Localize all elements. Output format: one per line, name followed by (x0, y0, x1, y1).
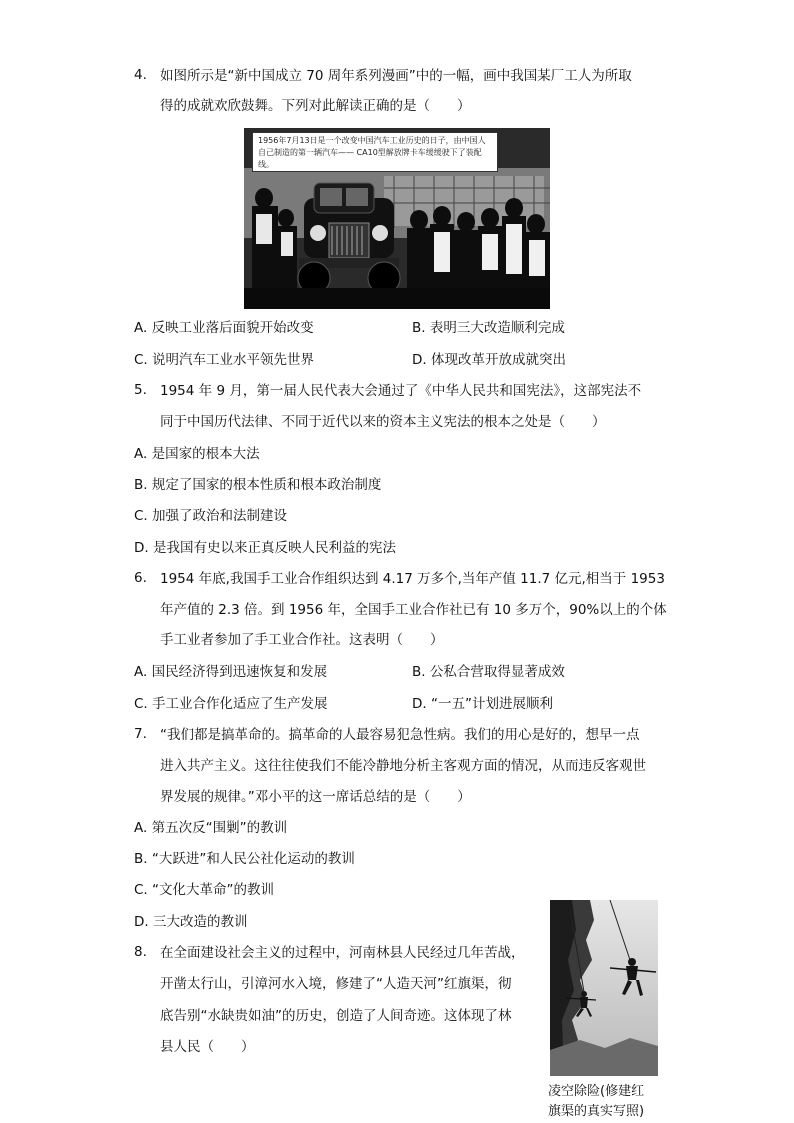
q6-stem-line3: 手工业者参加了手工业合作社。这表明（ ） (160, 632, 444, 648)
cliff-worker-photo (550, 900, 658, 1076)
q8-stem-line1: 在全面建设社会主义的过程中，河南林县人民经过几年苦战， (160, 945, 525, 961)
q7-stem-line1: “我们都是搞革命的。搞革命的人最容易犯急性病。我们的用心是好的，想早一点 (160, 727, 640, 743)
q6-option-b: B. 公私合营取得显著成效 (412, 664, 565, 680)
q8-stem-line4: 县人民（ ） (160, 1039, 255, 1055)
q6-option-c: C. 手工业合作化适应了生产发展 (134, 696, 328, 712)
q8-stem-line2: 开凿太行山，引漳河水入境，修建了“人造天河”红旗渠，彻 (160, 976, 512, 992)
comic-caption-box: 1956年7月13日是一个改变中国汽车工业历史的日子，由中国人自己制造的第一辆汽车—— CA10型解放牌卡车缓缓驶下了装配线。 (252, 132, 498, 172)
q4-option-b: B. 表明三大改造顺利完成 (412, 320, 565, 336)
q5-number: 5. (134, 382, 147, 398)
q5-stem-line1: 1954 年 9 月，第一届人民代表大会通过了《中华人民共和国宪法》，这部宪法不 (160, 383, 642, 399)
q7-option-a: A. 第五次反“围剿”的教训 (134, 820, 288, 836)
q5-option-c: C. 加强了政治和法制建设 (134, 508, 288, 524)
q4-option-c: C. 说明汽车工业水平领先世界 (134, 352, 315, 368)
q7-option-c: C. “文化大革命”的教训 (134, 882, 274, 898)
q6-stem-line2: 年产值的 2.3 倍。到 1956 年，全国手工业合作社已有 10 多万个，90%以上的个体 (160, 602, 667, 618)
q7-number: 7. (134, 726, 147, 742)
q7-option-b: B. “大跃进”和人民公社化运动的教训 (134, 851, 355, 867)
q4-stem-line1: 如图所示是“新中国成立 70 周年系列漫画”中的一幅，画中我国某厂工人为所取 (160, 68, 632, 84)
q7-stem-line3: 界发展的规律。”邓小平的这一席话总结的是（ ） (160, 789, 471, 805)
q6-option-d: D. “一五”计划进展顺利 (412, 696, 553, 712)
q4-number: 4. (134, 67, 147, 83)
q4-comic-figure (244, 128, 550, 309)
q4-stem-line2: 得的成就欢欣鼓舞。下列对此解读正确的是（ ） (160, 98, 471, 114)
q6-stem-line1: 1954 年底,我国手工业合作组织达到 4.17 万多个,当年产值 11.7 亿元,相当于 1953 (160, 571, 665, 587)
q8-photo (550, 900, 658, 1076)
q8-photo-caption-line2: 旗渠的真实写照) (548, 1104, 645, 1119)
q5-stem-line2: 同于中国历代法律、不同于近代以来的资本主义宪法的根本之处是（ ） (160, 414, 606, 430)
q7-option-d: D. 三大改造的教训 (134, 914, 248, 930)
q5-option-a: A. 是国家的根本大法 (134, 446, 260, 462)
q8-stem-line3: 底告别“水缺贵如油”的历史，创造了人间奇迹。这体现了林 (160, 1008, 512, 1024)
q8-number: 8. (134, 944, 147, 960)
q8-photo-caption-line1: 凌空除险(修建红 (548, 1084, 645, 1099)
q5-option-b: B. 规定了国家的根本性质和根本政治制度 (134, 477, 382, 493)
q6-option-a: A. 国民经济得到迅速恢复和发展 (134, 664, 328, 680)
q7-stem-line2: 进入共产主义。这往往使我们不能冷静地分析主客观方面的情况，从而违反客观世 (160, 758, 646, 774)
q4-option-a: A. 反映工业落后面貌开始改变 (134, 320, 314, 336)
q5-option-d: D. 是我国有史以来正真反映人民利益的宪法 (134, 540, 396, 556)
q6-number: 6. (134, 570, 147, 586)
q4-option-d: D. 体现改革开放成就突出 (412, 352, 566, 368)
